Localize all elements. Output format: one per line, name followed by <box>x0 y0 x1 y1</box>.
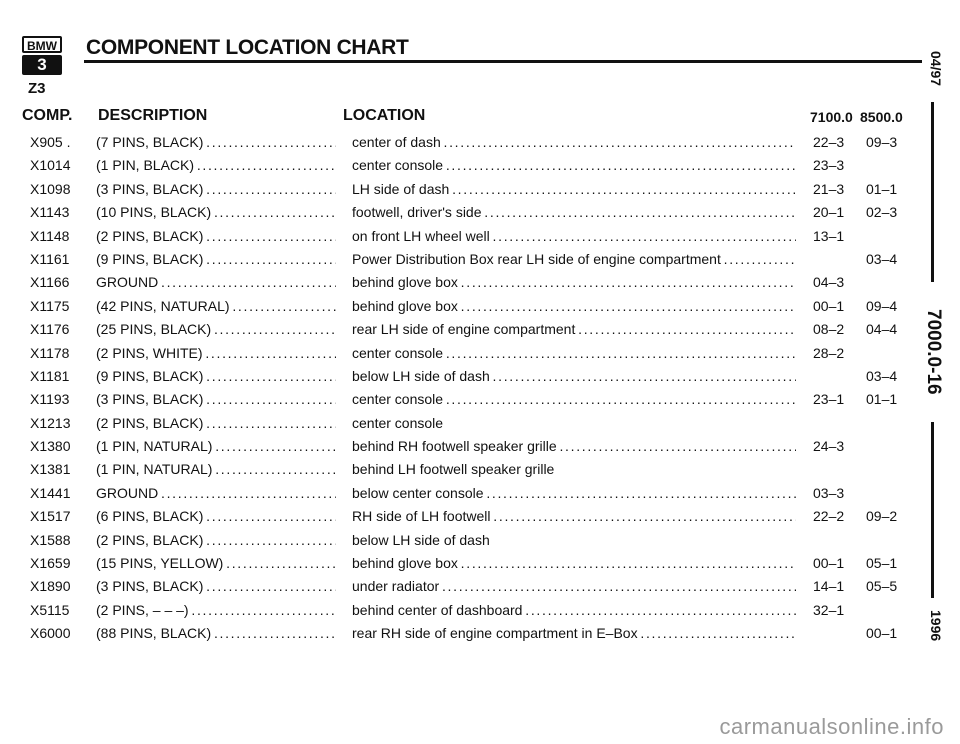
table-row <box>0 251 960 274</box>
row-description: (2 PINS, WHITE) . . . <box>96 345 336 361</box>
row-ref-7100: 14–1 <box>813 578 845 595</box>
logo-bmw-text: BMW <box>22 36 62 53</box>
row-description: (2 PINS, BLACK) . . . <box>96 228 336 244</box>
row-description: (1 PIN, BLACK) . . . <box>96 157 336 173</box>
row-description: (3 PINS, BLACK) . . . <box>96 181 336 197</box>
row-location: center console <box>352 414 444 431</box>
row-comp: X1659 <box>30 555 71 572</box>
row-comp: X1517 <box>30 508 71 525</box>
row-description: (25 PINS, BLACK) . . . <box>96 321 336 337</box>
row-comp: X1178 <box>30 344 70 361</box>
table-row <box>0 204 960 227</box>
row-description: (2 PINS, – – –) . . . <box>96 602 336 618</box>
row-description: (9 PINS, BLACK) . . . <box>96 368 336 384</box>
table-row <box>0 532 960 555</box>
row-location: behind glove box . . . <box>352 555 796 571</box>
row-location: Power Distribution Box rear LH side of engine compartment . . . <box>352 251 796 267</box>
row-description: GROUND . . . <box>96 485 336 501</box>
model-label: Z3 <box>28 80 46 97</box>
table-row <box>0 228 960 251</box>
row-ref-7100: 32–1 <box>813 601 845 618</box>
row-ref-7100: 04–3 <box>813 274 845 291</box>
row-comp: X1166 <box>30 274 70 291</box>
row-ref-7100: 21–3 <box>813 180 845 197</box>
row-description: (42 PINS, NATURAL) . . . <box>96 298 336 314</box>
title-rule <box>84 60 922 63</box>
row-comp: X1014 <box>30 157 71 174</box>
row-description: (10 PINS, BLACK) . . . <box>96 204 336 220</box>
row-description: (7 PINS, BLACK) . . . <box>96 134 336 150</box>
table-row <box>0 345 960 368</box>
table-row <box>0 391 960 414</box>
row-location: below LH side of dash . . . <box>352 368 796 384</box>
row-description: (2 PINS, BLACK) . . . <box>96 532 336 548</box>
row-comp: X1381 <box>30 461 71 478</box>
table-row <box>0 415 960 438</box>
column-header-location: LOCATION <box>343 107 426 124</box>
row-ref-8500: 09–4 <box>866 297 898 314</box>
sidebar-year: 1996 <box>928 610 944 642</box>
row-ref-8500: 01–1 <box>866 180 898 197</box>
row-ref-7100: 13–1 <box>813 227 845 244</box>
table-row <box>0 485 960 508</box>
row-ref-7100: 08–2 <box>813 321 845 338</box>
column-header-8500: 8500.0 <box>860 109 903 125</box>
row-ref-8500: 09–2 <box>866 508 898 525</box>
row-ref-8500: 05–1 <box>866 555 898 572</box>
table-row <box>0 321 960 344</box>
row-location: behind glove box . . . <box>352 298 796 314</box>
row-comp: X1143 <box>30 204 70 221</box>
row-location: on front LH wheel well . . . <box>352 228 796 244</box>
table-row <box>0 578 960 601</box>
sidebar-line <box>931 422 934 598</box>
row-ref-8500: 04–4 <box>866 321 898 338</box>
row-description: (1 PIN, NATURAL) . . . <box>96 461 336 477</box>
row-comp: X1193 <box>30 391 70 408</box>
row-location: below LH side of dash <box>352 531 490 548</box>
table-row <box>0 298 960 321</box>
row-comp: X1098 <box>30 180 71 197</box>
page-sidebar <box>920 44 944 664</box>
row-location: LH side of dash . . . <box>352 181 796 197</box>
logo-series-number: 3 <box>22 55 62 75</box>
table-row <box>0 274 960 297</box>
row-location: center of dash . . . <box>352 134 796 150</box>
table-row <box>0 157 960 180</box>
row-location: below center console . . . <box>352 485 796 501</box>
sidebar-date: 04/97 <box>928 51 944 87</box>
row-location: behind glove box . . . <box>352 274 796 290</box>
row-comp: X5115 <box>30 601 70 618</box>
row-description: (2 PINS, BLACK) . . . <box>96 415 336 431</box>
row-description: GROUND . . . <box>96 274 336 290</box>
row-description: (3 PINS, BLACK) . . . <box>96 391 336 407</box>
row-ref-7100: 22–3 <box>813 134 845 150</box>
column-header-7100: 7100.0 <box>810 109 853 125</box>
row-comp: X1213 <box>30 414 71 431</box>
row-ref-8500: 00–1 <box>866 625 898 642</box>
row-comp: X1148 <box>30 227 70 244</box>
row-location: behind LH footwell speaker grille <box>352 461 555 478</box>
row-location: center console . . . <box>352 391 796 407</box>
row-location: center console . . . <box>352 345 796 361</box>
table-row <box>0 602 960 625</box>
row-ref-8500: 03–4 <box>866 250 898 267</box>
table-row <box>0 555 960 578</box>
row-ref-7100: 00–1 <box>813 297 845 314</box>
row-ref-8500: 01–1 <box>866 391 898 408</box>
bmw-logo <box>22 36 64 78</box>
row-location: rear RH side of engine compartment in E–Box . . . <box>352 625 796 641</box>
watermark: carmanualsonline.info <box>719 714 944 739</box>
row-ref-7100: 00–1 <box>813 555 845 572</box>
table-row <box>0 134 960 157</box>
row-ref-8500: 09–3 <box>866 134 898 150</box>
row-description: (6 PINS, BLACK) . . . <box>96 508 336 524</box>
row-comp: X1181 <box>30 367 70 384</box>
table-row <box>0 438 960 461</box>
column-header-comp: COMP. <box>22 107 73 124</box>
sidebar-page-number: 7000.0-16 <box>923 309 944 395</box>
row-comp: X1175 <box>30 297 70 314</box>
row-location: behind center of dashboard . . . <box>352 602 796 618</box>
row-ref-7100: 20–1 <box>813 204 845 221</box>
table-row <box>0 368 960 391</box>
row-ref-7100: 24–3 <box>813 438 845 455</box>
row-ref-7100: 23–3 <box>813 157 845 174</box>
row-description: (3 PINS, BLACK) . . . <box>96 578 336 594</box>
row-description: (9 PINS, BLACK) . . . <box>96 251 336 267</box>
row-comp: X1176 <box>30 321 70 338</box>
row-location: RH side of LH footwell . . . <box>352 508 796 524</box>
row-ref-7100: 23–1 <box>813 391 845 408</box>
row-comp: X6000 <box>30 625 71 642</box>
row-ref-7100: 22–2 <box>813 508 845 525</box>
row-location: under radiator . . . <box>352 578 796 594</box>
row-description: (15 PINS, YELLOW) . . . <box>96 555 336 571</box>
row-description: (1 PIN, NATURAL) . . . <box>96 438 336 454</box>
row-location: behind RH footwell speaker grille . . . <box>352 438 796 454</box>
component-table <box>0 134 960 649</box>
row-ref-7100: 03–3 <box>813 484 845 501</box>
row-ref-7100: 28–2 <box>813 344 845 361</box>
table-row <box>0 181 960 204</box>
row-comp: X1588 <box>30 531 71 548</box>
row-location: rear LH side of engine compartment . . . <box>352 321 796 337</box>
table-row <box>0 508 960 531</box>
row-comp: X1441 <box>30 484 71 501</box>
row-location: footwell, driver's side . . . <box>352 204 796 220</box>
row-comp: X1380 <box>30 438 71 455</box>
column-header-description: DESCRIPTION <box>98 107 208 124</box>
row-comp: X905 . <box>30 134 71 150</box>
row-comp: X1161 <box>30 250 70 267</box>
row-description: (88 PINS, BLACK) . . . <box>96 625 336 641</box>
table-row <box>0 625 960 648</box>
sidebar-line <box>931 102 934 282</box>
row-comp: X1890 <box>30 578 71 595</box>
row-ref-8500: 05–5 <box>866 578 898 595</box>
page-title: COMPONENT LOCATION CHART <box>86 36 409 59</box>
row-ref-8500: 02–3 <box>866 204 898 221</box>
row-ref-8500: 03–4 <box>866 367 898 384</box>
row-location: center console . . . <box>352 157 796 173</box>
table-row <box>0 461 960 484</box>
